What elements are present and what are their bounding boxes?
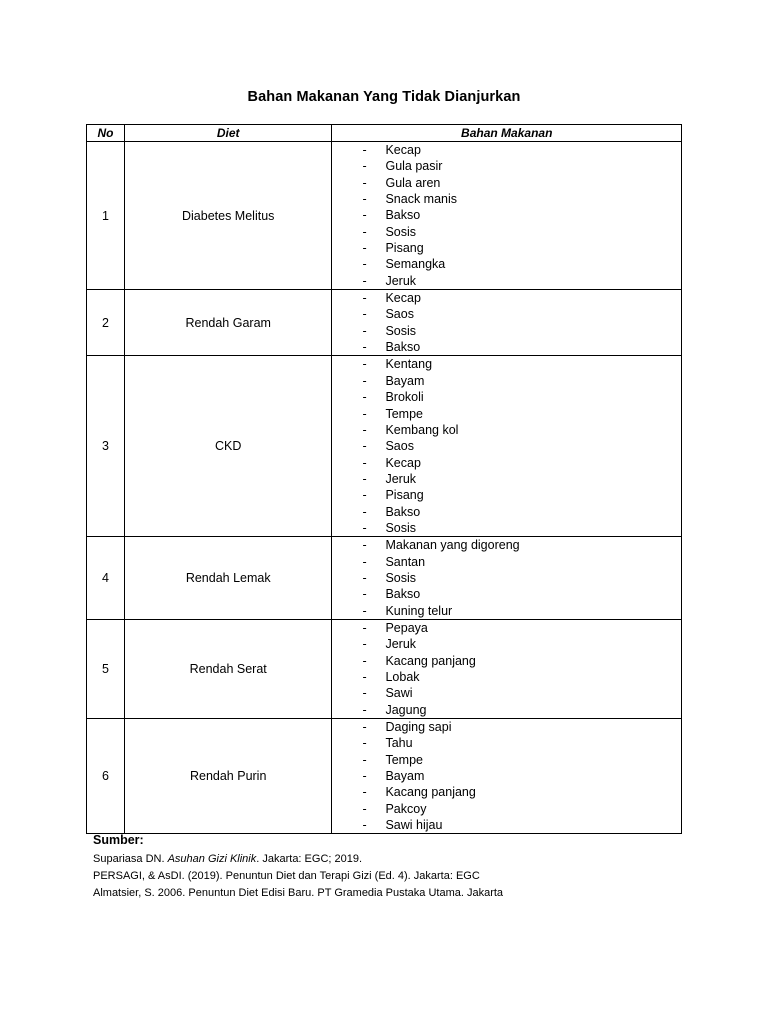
list-dash: - [362,587,367,602]
food-name: Daging sapi [385,720,452,735]
row-number: 4 [87,537,125,620]
list-item [332,207,681,223]
food-name: Tempe [385,406,423,421]
food-name: Sosis [385,224,417,239]
diet-name: Diabetes Melitus [124,142,332,290]
list-dash: - [362,653,367,668]
list-item [332,520,681,536]
food-list [332,356,681,536]
food-name: Semangka [385,257,446,272]
food-name: Sosis [385,570,417,585]
table-header-row [87,125,682,142]
list-dash: - [362,373,367,388]
food-list-cell [332,290,682,356]
list-dash: - [362,307,367,322]
list-item [332,801,681,817]
food-name: Pakcoy [385,801,427,816]
food-list-cell [332,537,682,620]
diet-name: CKD [124,356,332,537]
list-dash: - [362,471,367,486]
list-item [332,373,681,389]
list-dash: - [362,241,367,256]
list-item [332,142,681,158]
list-dash: - [362,702,367,717]
list-item [332,455,681,471]
sources-section [93,832,503,902]
list-item [332,554,681,570]
table-body [87,142,682,834]
list-item [332,339,681,355]
list-dash: - [362,257,367,272]
row-number: 1 [87,142,125,290]
list-item [332,306,681,322]
food-name: Jeruk [385,471,417,486]
list-item [332,586,681,602]
list-item [332,406,681,422]
sources-heading: Sumber: [93,833,144,847]
food-name: Saos [385,439,414,454]
row-number: 5 [87,619,125,718]
list-item [332,504,681,520]
diet-name: Rendah Lemak [124,537,332,620]
list-dash: - [362,554,367,569]
list-dash: - [362,670,367,684]
food-list-cell [332,356,682,537]
food-list-cell [332,142,682,290]
list-dash: - [362,801,367,816]
list-item [332,817,681,833]
list-dash: - [362,291,367,306]
food-name: Kacang panjang [385,653,476,668]
list-item [332,669,681,685]
list-item [332,256,681,272]
food-name: Santan [385,554,426,569]
list-item [332,719,681,735]
food-name: Bakso [385,208,421,223]
list-item [332,735,681,751]
food-name: Tempe [385,752,423,767]
list-dash: - [362,390,367,405]
document-title: Bahan Makanan Yang Tidak Dianjurkan [247,89,521,105]
food-name: Kecap [385,143,421,157]
food-list [332,537,681,619]
list-dash: - [362,455,367,470]
list-item [332,273,681,289]
list-item [332,784,681,800]
list-item [332,653,681,669]
row-number: 3 [87,356,125,537]
table-row [87,356,682,537]
source-reference-2: PERSAGI, & AsDI. (2019). Penuntun Diet dan Terapi Gizi (Ed. 4). Jakarta: EGC [93,870,480,882]
list-dash: - [362,159,367,174]
row-number: 6 [87,719,125,834]
row-number: 2 [87,290,125,356]
list-item [332,224,681,240]
food-name: Brokoli [385,390,424,405]
food-name: Jeruk [385,637,417,652]
food-list-cell [332,619,682,718]
list-dash: - [362,752,367,767]
list-dash: - [362,504,367,519]
list-item [332,636,681,652]
food-name: Bakso [385,504,421,519]
diet-name: Rendah Garam [124,290,332,356]
list-item [332,685,681,701]
list-item [332,323,681,339]
list-item [332,356,681,372]
food-name: Kacang panjang [385,785,476,800]
food-name: Pisang [385,241,424,256]
diet-name: Rendah Serat [124,619,332,718]
food-name: Lobak [385,670,420,684]
food-name: Jeruk [385,273,417,288]
list-item [332,570,681,586]
food-name: Jagung [385,702,427,717]
header-diet: Diet [124,125,332,142]
list-dash: - [362,570,367,585]
food-name: Sawi [385,686,413,701]
list-item [332,191,681,207]
list-dash: - [362,323,367,338]
list-dash: - [362,340,367,355]
list-dash: - [362,192,367,207]
food-name: Pisang [385,488,424,503]
food-name: Bayam [385,373,425,388]
table-row [87,537,682,620]
diet-food-table [86,124,682,834]
list-dash: - [362,720,367,735]
table-row [87,142,682,290]
table-row [87,290,682,356]
list-dash: - [362,439,367,454]
food-name: Sosis [385,520,417,535]
source-reference-3: Almatsier, S. 2006. Penuntun Diet Edisi Baru. PT Gramedia Pustaka Utama. Jakarta [93,887,504,899]
food-name: Kecap [385,291,421,306]
list-dash: - [362,143,367,157]
food-name: Saos [385,307,414,322]
list-dash: - [362,175,367,190]
food-name: Bayam [385,769,425,784]
food-list-cell [332,719,682,834]
list-dash: - [362,422,367,437]
list-dash: - [362,769,367,784]
food-name: Makanan yang digoreng [385,538,520,553]
list-dash: - [362,620,367,635]
list-item [332,603,681,619]
food-name: Kentang [385,357,433,372]
list-dash: - [362,273,367,288]
food-name: Bakso [385,587,421,602]
source-1-suffix: . Jakarta: EGC; 2019. [256,853,363,865]
list-item [332,487,681,503]
food-name: Snack manis [385,192,458,207]
food-name: Sosis [385,323,417,338]
list-item [332,290,681,306]
food-name: Gula aren [385,175,441,190]
diet-name: Rendah Purin [124,719,332,834]
list-dash: - [362,520,367,535]
header-bahan-makanan: Bahan Makanan [332,125,682,142]
food-list [332,142,681,289]
list-item [332,752,681,768]
food-name: Sawi hijau [385,818,443,833]
table-row [87,719,682,834]
list-dash: - [362,488,367,503]
list-dash: - [362,603,367,618]
source-reference-1 [93,851,503,868]
list-dash: - [362,736,367,751]
list-item [332,768,681,784]
table-row [87,619,682,718]
list-dash: - [362,224,367,239]
source-1-prefix: Supariasa DN. [93,853,168,865]
list-item [332,240,681,256]
list-dash: - [362,538,367,553]
food-name: Bakso [385,340,421,355]
list-dash: - [362,818,367,833]
list-item [332,702,681,718]
food-name: Tahu [385,736,413,751]
list-dash: - [362,785,367,800]
food-name: Kecap [385,455,421,470]
food-list [332,620,681,718]
list-dash: - [362,686,367,701]
list-item [332,620,681,636]
food-name: Kembang kol [385,422,459,437]
list-item [332,471,681,487]
list-item [332,422,681,438]
food-list [332,719,681,833]
food-list [332,290,681,355]
list-dash: - [362,357,367,372]
list-item [332,438,681,454]
food-name: Pepaya [385,620,428,635]
food-name: Gula pasir [385,159,443,174]
list-item [332,175,681,191]
source-1-title: Asuhan Gizi Klinik [167,853,257,865]
header-no: No [87,125,125,142]
list-item [332,158,681,174]
list-item [332,537,681,553]
food-name: Kuning telur [385,603,453,618]
list-dash: - [362,637,367,652]
list-dash: - [362,208,367,223]
list-dash: - [362,406,367,421]
list-item [332,389,681,405]
